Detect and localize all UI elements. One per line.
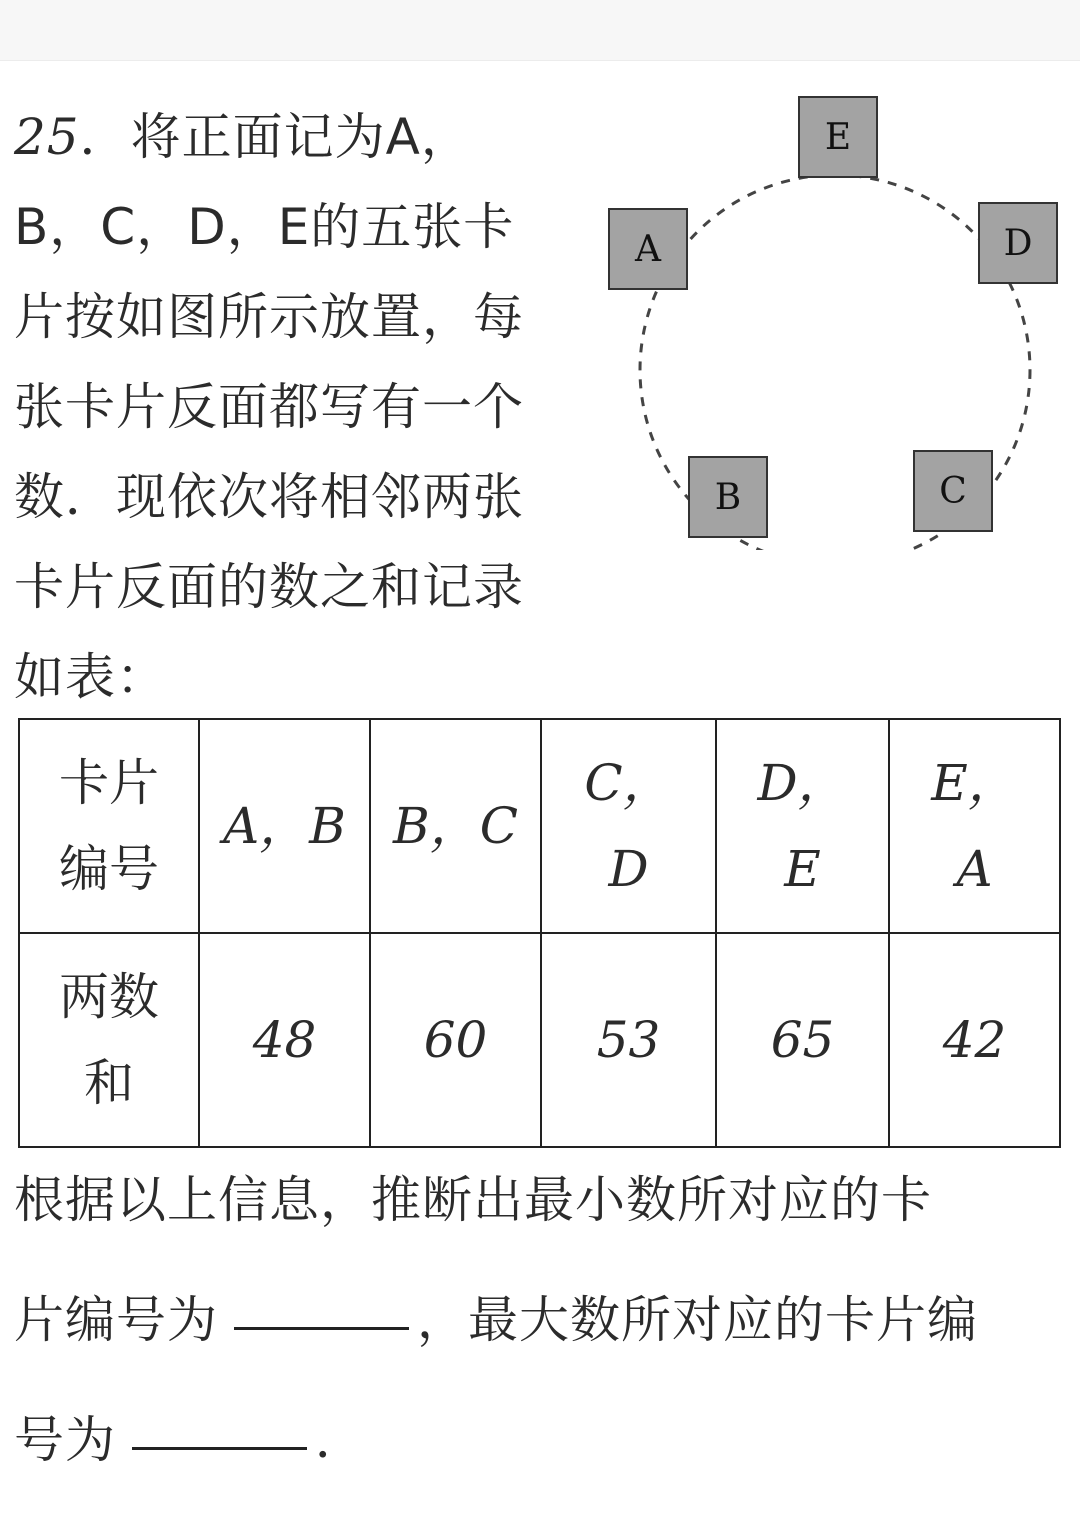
pair-cell: B，C xyxy=(370,719,541,933)
card-figure xyxy=(600,90,1070,550)
problem-line-6: 卡片反面的数之和记录 xyxy=(14,558,524,616)
question-number: 25 xyxy=(14,108,80,166)
table-row-sums xyxy=(19,933,1060,1147)
table-row-card-ids xyxy=(19,719,1060,933)
pair-cell: C， D xyxy=(541,719,716,933)
card-e: E xyxy=(798,96,878,178)
pair-cell: E， A xyxy=(889,719,1060,933)
problem-line-1: 25．将正面记为A， xyxy=(14,108,472,166)
problem-line-5: 数．现依次将相邻两张 xyxy=(14,468,524,526)
problem-line-3: 片按如图所示放置，每 xyxy=(14,288,524,346)
card-b: B xyxy=(688,456,768,538)
sum-cell: 53 xyxy=(541,933,716,1147)
sum-cell: 60 xyxy=(370,933,541,1147)
question-line-2: 片编号为 ，最大数所对应的卡片编 xyxy=(14,1291,978,1349)
card-c: C xyxy=(913,450,993,532)
sum-cell: 48 xyxy=(199,933,370,1147)
question-text xyxy=(14,1150,1074,1510)
answer-blank-min[interactable] xyxy=(234,1317,409,1330)
header-cell-sum: 两数 和 xyxy=(19,933,199,1147)
pair-cell: D， E xyxy=(716,719,889,933)
pair-cell: A，B xyxy=(199,719,370,933)
sum-cell: 65 xyxy=(716,933,889,1147)
header-cell-card-id: 卡片 编号 xyxy=(19,719,199,933)
question-line-3: 号为 ． xyxy=(14,1411,366,1469)
answer-blank-max[interactable] xyxy=(132,1437,307,1450)
top-bar xyxy=(0,0,1080,61)
problem-line-2: B，C，D，E的五张卡 xyxy=(14,198,515,256)
problem-text xyxy=(14,92,574,722)
problem-line-7: 如表： xyxy=(14,648,167,706)
question-line-1: 根据以上信息，推断出最小数所对应的卡 xyxy=(14,1171,932,1229)
sum-cell: 42 xyxy=(889,933,1060,1147)
problem-line-4: 张卡片反面都写有一个 xyxy=(14,378,524,436)
card-a: A xyxy=(608,208,688,290)
sum-table xyxy=(18,718,1061,1148)
card-d: D xyxy=(978,202,1058,284)
